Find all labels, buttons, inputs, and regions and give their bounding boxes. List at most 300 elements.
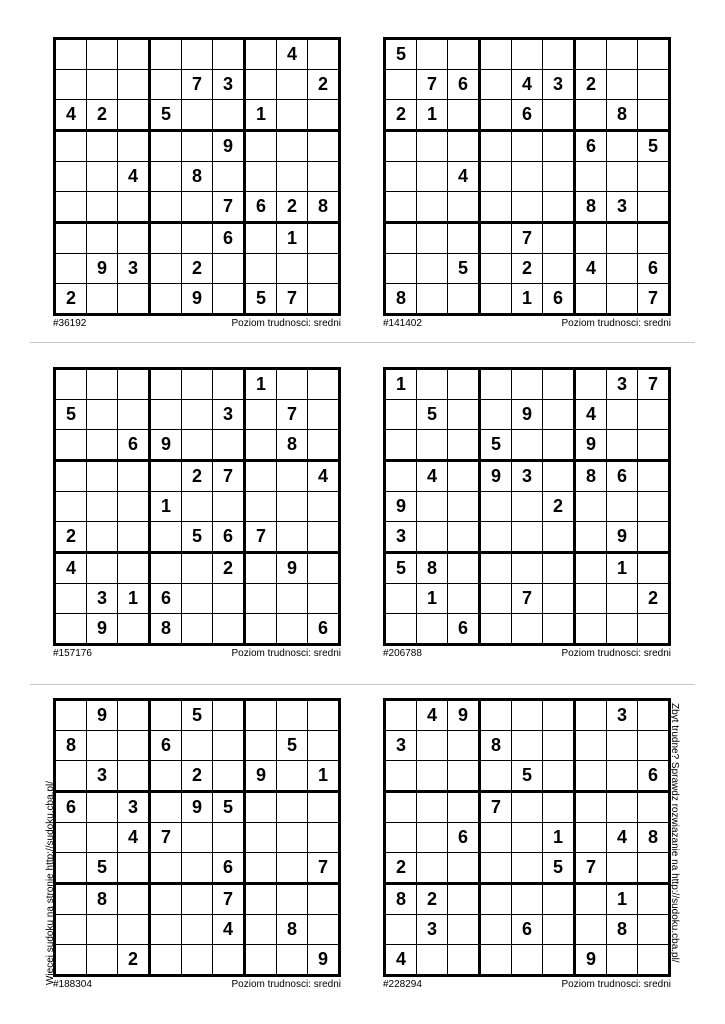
grid-cell: 9	[87, 700, 118, 731]
grid-cell	[417, 254, 448, 284]
grid-cell	[277, 522, 308, 553]
grid-cell: 4	[118, 162, 150, 192]
grid-cell: 7	[512, 584, 543, 614]
grid-cell	[543, 884, 575, 915]
grid-cell: 9	[607, 522, 638, 553]
grid-cell	[448, 131, 480, 162]
grid-cell: 5	[150, 100, 182, 131]
grid-cell	[245, 461, 277, 492]
grid-cell	[480, 823, 512, 853]
grid-cell	[480, 522, 512, 553]
grid-cell	[385, 131, 417, 162]
grid-cell	[480, 915, 512, 945]
grid-cell	[182, 192, 213, 223]
grid-cell: 8	[277, 915, 308, 945]
grid-cell	[638, 553, 670, 584]
grid-cell	[308, 100, 340, 131]
grid-cell: 8	[87, 884, 118, 915]
grid-row	[55, 492, 340, 522]
grid-cell	[417, 192, 448, 223]
grid-cell	[213, 700, 245, 731]
grid-cell	[277, 100, 308, 131]
grid-cell	[638, 700, 670, 731]
grid-cell	[575, 915, 607, 945]
grid-cell: 2	[87, 100, 118, 131]
grid-row	[385, 614, 670, 645]
grid-cell	[245, 614, 277, 645]
grid-cell	[182, 614, 213, 645]
grid-cell: 9	[385, 492, 417, 522]
grid-cell: 9	[448, 700, 480, 731]
grid-cell: 3	[543, 70, 575, 100]
grid-cell	[512, 430, 543, 461]
grid-cell: 1	[308, 761, 340, 792]
grid-cell	[118, 461, 150, 492]
grid-cell	[245, 131, 277, 162]
grid-cell	[277, 584, 308, 614]
grid-cell	[575, 223, 607, 254]
puzzle-id: #188304	[53, 979, 92, 990]
grid-cell	[308, 400, 340, 430]
grid-cell	[118, 884, 150, 915]
grid-row	[385, 192, 670, 223]
grid-cell	[87, 553, 118, 584]
puzzle-id: #228294	[383, 979, 422, 990]
grid-row	[55, 461, 340, 492]
grid-row	[55, 70, 340, 100]
grid-cell	[638, 39, 670, 70]
grid-cell	[385, 700, 417, 731]
grid-cell: 8	[150, 614, 182, 645]
sudoku-grid	[383, 37, 671, 316]
sudoku-puzzle-1	[53, 37, 341, 332]
grid-cell: 3	[607, 369, 638, 400]
grid-cell: 7	[150, 823, 182, 853]
grid-cell: 7	[512, 223, 543, 254]
grid-cell	[308, 584, 340, 614]
grid-cell	[417, 430, 448, 461]
grid-cell	[182, 945, 213, 976]
grid-cell	[245, 915, 277, 945]
grid-cell: 7	[575, 853, 607, 884]
grid-cell	[480, 700, 512, 731]
grid-cell	[575, 492, 607, 522]
grid-cell	[182, 223, 213, 254]
grid-cell	[448, 584, 480, 614]
grid-cell	[213, 761, 245, 792]
grid-cell	[417, 284, 448, 315]
grid-cell	[448, 400, 480, 430]
grid-cell	[245, 731, 277, 761]
grid-cell: 8	[55, 731, 87, 761]
sudoku-puzzle-2	[383, 37, 671, 332]
grid-cell	[607, 761, 638, 792]
grid-cell: 2	[182, 254, 213, 284]
grid-cell	[150, 39, 182, 70]
grid-cell	[87, 792, 118, 823]
grid-row	[55, 192, 340, 223]
grid-cell	[118, 400, 150, 430]
grid-cell	[55, 254, 87, 284]
grid-cell	[480, 369, 512, 400]
grid-cell	[150, 761, 182, 792]
grid-cell	[638, 792, 670, 823]
grid-cell	[213, 731, 245, 761]
grid-cell: 7	[480, 792, 512, 823]
grid-cell: 9	[277, 553, 308, 584]
grid-cell	[308, 254, 340, 284]
grid-cell	[150, 70, 182, 100]
grid-cell	[245, 823, 277, 853]
grid-cell	[87, 400, 118, 430]
grid-cell: 1	[118, 584, 150, 614]
difficulty-label: Poziom trudnosci: sredni	[231, 648, 341, 659]
grid-cell	[182, 853, 213, 884]
grid-cell	[543, 761, 575, 792]
grid-cell	[150, 553, 182, 584]
grid-cell	[182, 39, 213, 70]
grid-row	[55, 400, 340, 430]
grid-cell	[118, 369, 150, 400]
grid-cell	[543, 192, 575, 223]
grid-cell	[575, 884, 607, 915]
grid-cell: 1	[607, 553, 638, 584]
grid-cell	[607, 70, 638, 100]
grid-cell	[87, 915, 118, 945]
grid-cell: 1	[543, 823, 575, 853]
grid-cell	[87, 369, 118, 400]
grid-cell: 8	[385, 284, 417, 315]
grid-cell	[87, 461, 118, 492]
grid-row	[385, 254, 670, 284]
grid-cell	[638, 430, 670, 461]
grid-cell: 4	[607, 823, 638, 853]
grid-cell	[55, 461, 87, 492]
grid-cell	[150, 884, 182, 915]
grid-cell: 6	[512, 915, 543, 945]
grid-cell	[448, 461, 480, 492]
grid-row	[385, 700, 670, 731]
grid-cell	[575, 761, 607, 792]
grid-cell: 7	[182, 70, 213, 100]
grid-row	[55, 254, 340, 284]
grid-cell	[87, 162, 118, 192]
grid-cell	[213, 430, 245, 461]
grid-cell	[245, 584, 277, 614]
grid-cell	[87, 522, 118, 553]
grid-cell	[543, 915, 575, 945]
grid-row	[55, 522, 340, 553]
sudoku-grid	[53, 367, 341, 646]
grid-cell: 2	[118, 945, 150, 976]
grid-row	[385, 39, 670, 70]
grid-cell	[385, 761, 417, 792]
grid-cell: 2	[385, 100, 417, 131]
grid-cell: 7	[245, 522, 277, 553]
grid-cell: 6	[213, 522, 245, 553]
grid-cell	[182, 400, 213, 430]
grid-row	[55, 823, 340, 853]
grid-cell	[87, 430, 118, 461]
grid-cell	[118, 853, 150, 884]
grid-cell: 1	[417, 100, 448, 131]
grid-cell	[87, 823, 118, 853]
grid-cell: 1	[245, 369, 277, 400]
grid-row	[55, 284, 340, 315]
grid-cell	[308, 915, 340, 945]
grid-cell	[417, 731, 448, 761]
grid-cell	[308, 522, 340, 553]
grid-cell: 3	[87, 584, 118, 614]
grid-cell	[607, 400, 638, 430]
grid-cell	[417, 853, 448, 884]
grid-cell: 1	[607, 884, 638, 915]
grid-cell	[308, 39, 340, 70]
grid-cell	[448, 915, 480, 945]
grid-cell	[55, 39, 87, 70]
grid-cell	[277, 254, 308, 284]
grid-cell: 6	[308, 614, 340, 645]
grid-cell	[118, 284, 150, 315]
grid-cell	[607, 945, 638, 976]
grid-cell	[385, 792, 417, 823]
grid-cell	[448, 853, 480, 884]
grid-cell	[385, 915, 417, 945]
grid-cell	[448, 39, 480, 70]
grid-row	[385, 70, 670, 100]
grid-cell	[118, 614, 150, 645]
grid-cell: 2	[512, 254, 543, 284]
grid-cell: 2	[277, 192, 308, 223]
grid-cell	[480, 100, 512, 131]
grid-cell	[638, 70, 670, 100]
grid-cell	[87, 131, 118, 162]
grid-cell	[607, 39, 638, 70]
grid-row	[55, 700, 340, 731]
grid-cell	[182, 100, 213, 131]
difficulty-label: Poziom trudnosci: sredni	[231, 979, 341, 990]
grid-cell: 4	[55, 100, 87, 131]
sudoku-puzzle-5	[53, 698, 341, 993]
grid-cell	[277, 131, 308, 162]
grid-cell	[55, 884, 87, 915]
grid-cell: 3	[87, 761, 118, 792]
grid-cell	[607, 131, 638, 162]
grid-cell	[480, 584, 512, 614]
grid-cell: 8	[575, 461, 607, 492]
grid-cell: 7	[638, 369, 670, 400]
grid-cell: 7	[213, 192, 245, 223]
grid-cell: 9	[182, 792, 213, 823]
grid-row	[385, 461, 670, 492]
grid-cell	[638, 192, 670, 223]
grid-cell	[150, 162, 182, 192]
grid-cell	[480, 761, 512, 792]
puzzle-id: #157176	[53, 648, 92, 659]
grid-cell: 8	[308, 192, 340, 223]
grid-row	[385, 369, 670, 400]
grid-cell	[150, 369, 182, 400]
grid-cell	[480, 39, 512, 70]
grid-cell	[308, 223, 340, 254]
grid-cell	[543, 39, 575, 70]
grid-cell: 5	[55, 400, 87, 430]
grid-cell: 4	[512, 70, 543, 100]
grid-cell: 6	[448, 823, 480, 853]
grid-cell	[182, 884, 213, 915]
grid-cell: 3	[385, 522, 417, 553]
grid-cell	[308, 492, 340, 522]
puzzle-footer	[383, 979, 671, 993]
grid-cell	[480, 400, 512, 430]
grid-cell: 6	[448, 70, 480, 100]
grid-cell: 9	[213, 131, 245, 162]
grid-cell	[543, 162, 575, 192]
grid-cell	[213, 614, 245, 645]
grid-cell	[543, 700, 575, 731]
grid-cell	[308, 131, 340, 162]
grid-cell	[213, 162, 245, 192]
grid-cell	[277, 853, 308, 884]
grid-cell	[213, 284, 245, 315]
grid-cell	[87, 945, 118, 976]
difficulty-label: Poziom trudnosci: sredni	[561, 318, 671, 329]
grid-row	[55, 884, 340, 915]
grid-cell	[607, 162, 638, 192]
grid-cell	[448, 192, 480, 223]
grid-cell	[480, 945, 512, 976]
grid-cell: 9	[182, 284, 213, 315]
grid-cell	[150, 131, 182, 162]
grid-cell: 6	[213, 853, 245, 884]
grid-cell	[55, 945, 87, 976]
grid-cell	[638, 162, 670, 192]
grid-cell	[512, 162, 543, 192]
grid-cell	[480, 884, 512, 915]
grid-cell: 8	[575, 192, 607, 223]
grid-cell: 6	[150, 584, 182, 614]
grid-cell: 6	[607, 461, 638, 492]
grid-cell	[480, 192, 512, 223]
grid-cell	[575, 553, 607, 584]
grid-row	[385, 223, 670, 254]
grid-cell	[575, 584, 607, 614]
grid-cell	[245, 945, 277, 976]
grid-cell	[448, 100, 480, 131]
grid-cell	[308, 162, 340, 192]
grid-cell	[638, 945, 670, 976]
grid-cell: 2	[213, 553, 245, 584]
grid-cell: 5	[638, 131, 670, 162]
grid-cell	[575, 731, 607, 761]
grid-cell	[480, 553, 512, 584]
grid-cell	[448, 945, 480, 976]
sudoku-grid	[383, 367, 671, 646]
grid-cell: 2	[55, 284, 87, 315]
grid-cell	[213, 100, 245, 131]
grid-cell	[512, 553, 543, 584]
grid-cell	[55, 853, 87, 884]
grid-cell	[575, 100, 607, 131]
grid-cell	[118, 223, 150, 254]
grid-cell	[480, 70, 512, 100]
grid-cell	[182, 369, 213, 400]
grid-cell	[512, 884, 543, 915]
grid-cell	[575, 792, 607, 823]
grid-cell	[245, 430, 277, 461]
puzzle-footer	[383, 648, 671, 662]
grid-cell	[118, 553, 150, 584]
grid-cell	[277, 792, 308, 823]
grid-cell	[182, 131, 213, 162]
grid-cell	[213, 823, 245, 853]
grid-cell	[385, 223, 417, 254]
grid-cell	[638, 492, 670, 522]
grid-row	[385, 915, 670, 945]
grid-row	[55, 945, 340, 976]
grid-cell	[448, 731, 480, 761]
grid-cell	[55, 430, 87, 461]
grid-cell: 6	[245, 192, 277, 223]
grid-cell	[575, 39, 607, 70]
grid-row	[385, 945, 670, 976]
grid-row	[55, 584, 340, 614]
grid-cell	[607, 792, 638, 823]
grid-cell	[150, 522, 182, 553]
grid-cell	[448, 430, 480, 461]
grid-cell	[543, 430, 575, 461]
grid-cell: 5	[417, 400, 448, 430]
grid-cell	[55, 70, 87, 100]
grid-cell	[87, 492, 118, 522]
grid-cell	[575, 823, 607, 853]
grid-cell	[213, 492, 245, 522]
grid-cell: 6	[638, 254, 670, 284]
difficulty-label: Poziom trudnosci: sredni	[561, 648, 671, 659]
grid-cell	[118, 761, 150, 792]
grid-row	[385, 884, 670, 915]
grid-cell: 5	[87, 853, 118, 884]
grid-row	[55, 100, 340, 131]
grid-cell	[87, 39, 118, 70]
grid-cell	[150, 915, 182, 945]
grid-cell: 1	[150, 492, 182, 522]
grid-cell: 6	[118, 430, 150, 461]
grid-cell: 7	[277, 400, 308, 430]
grid-cell	[417, 614, 448, 645]
grid-cell	[607, 492, 638, 522]
grid-cell	[308, 284, 340, 315]
grid-row	[385, 492, 670, 522]
grid-cell: 4	[575, 254, 607, 284]
grid-cell: 4	[277, 39, 308, 70]
row-separator-1	[30, 342, 695, 343]
grid-cell	[245, 492, 277, 522]
grid-cell	[417, 792, 448, 823]
grid-cell	[213, 369, 245, 400]
grid-cell: 3	[118, 792, 150, 823]
grid-cell: 8	[480, 731, 512, 761]
grid-cell	[575, 162, 607, 192]
grid-cell: 7	[638, 284, 670, 315]
grid-row	[385, 131, 670, 162]
grid-cell	[385, 254, 417, 284]
row-separator-2	[30, 684, 695, 685]
grid-cell	[182, 731, 213, 761]
grid-cell	[638, 731, 670, 761]
grid-cell: 8	[417, 553, 448, 584]
grid-row	[385, 162, 670, 192]
